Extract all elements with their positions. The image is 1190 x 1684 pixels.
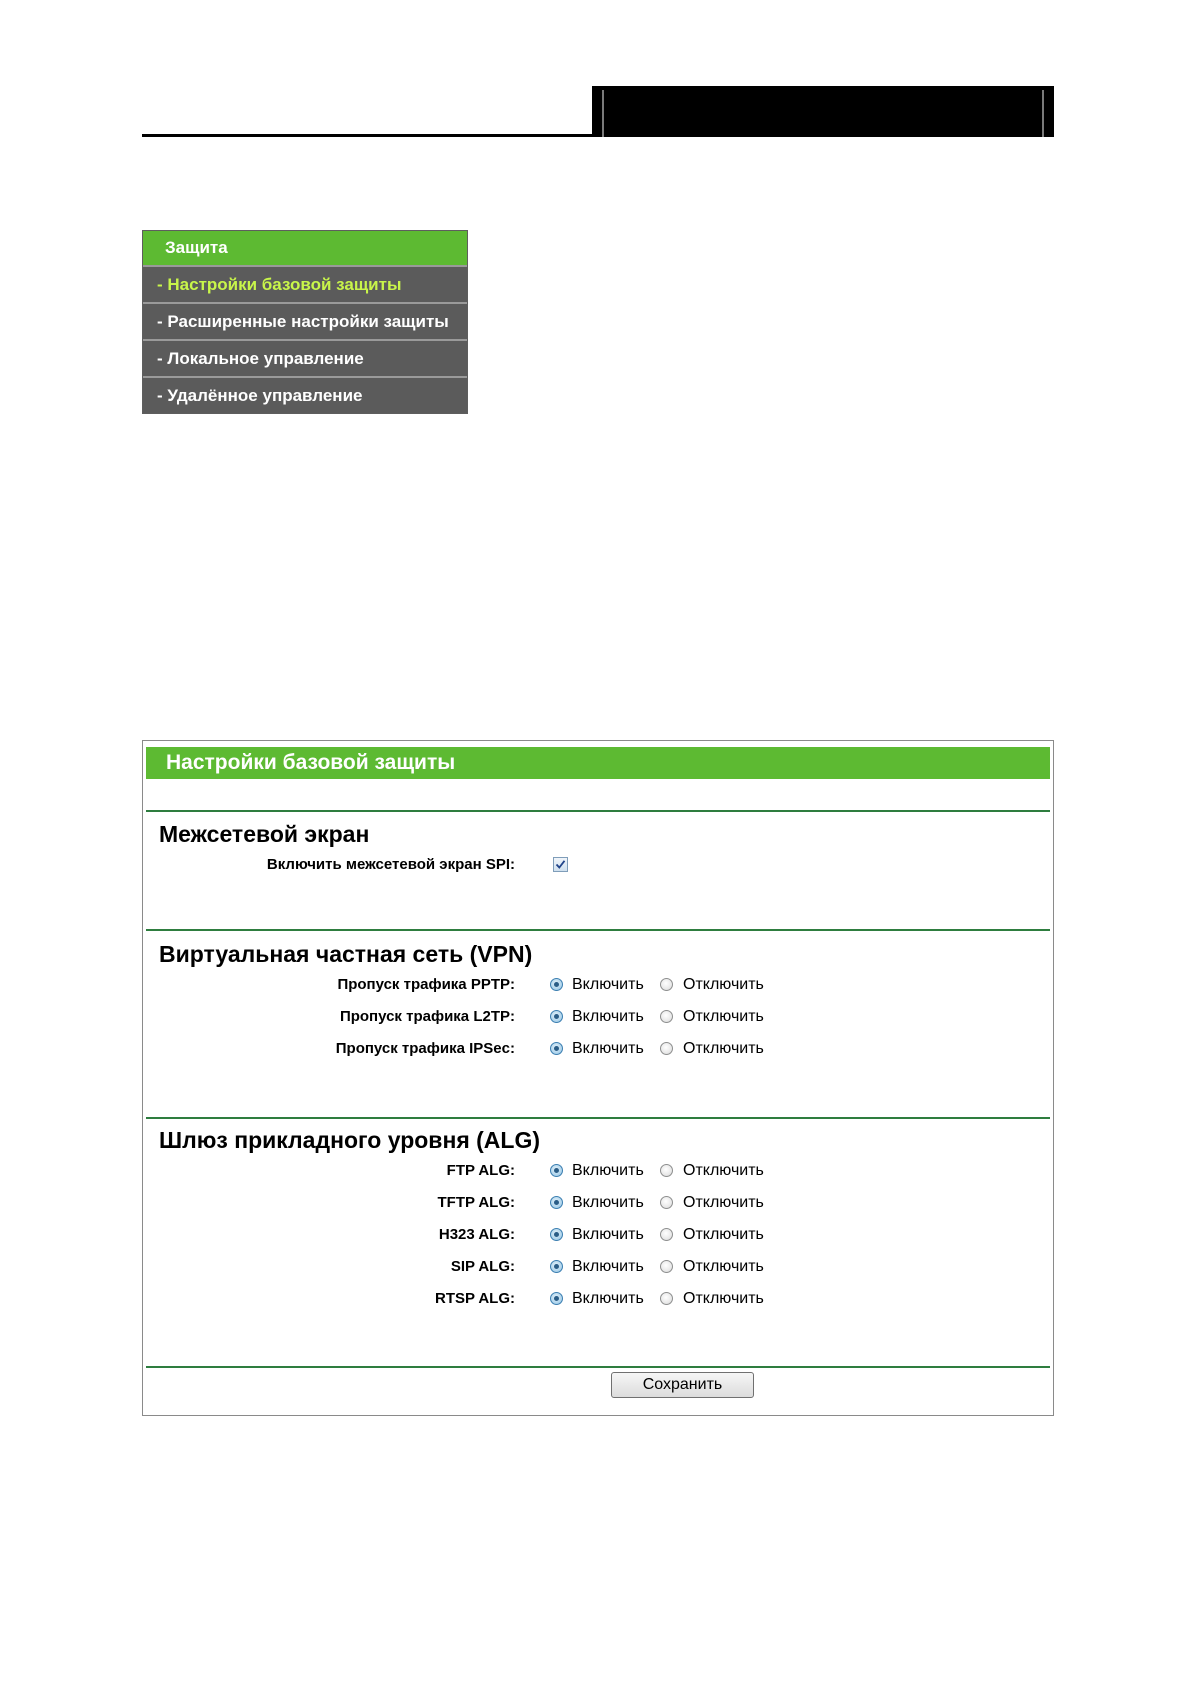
sip-alg-enable-radio[interactable] — [550, 1260, 563, 1273]
sip-alg-enable-label[interactable]: Включить — [572, 1258, 644, 1275]
rtsp-alg-disable-label[interactable]: Отключить — [683, 1290, 764, 1307]
vpn-section-title: Виртуальная частная сеть (VPN) — [159, 941, 533, 967]
tftp-alg-row — [143, 1191, 1043, 1215]
ftp-alg-disable-radio[interactable] — [660, 1164, 673, 1177]
separator — [146, 1366, 1050, 1368]
security-menu — [142, 230, 468, 414]
rtsp-alg-enable-radio[interactable] — [550, 1292, 563, 1305]
tftp-alg-disable-label[interactable]: Отключить — [683, 1194, 764, 1211]
h323-alg-disable-label[interactable]: Отключить — [683, 1226, 764, 1243]
menu-item-remote-management[interactable]: - Удалённое управление — [143, 376, 467, 413]
separator — [146, 929, 1050, 931]
h323-alg-row — [143, 1223, 1043, 1247]
rtsp-alg-disable-radio[interactable] — [660, 1292, 673, 1305]
basic-security-panel — [142, 740, 1054, 1416]
pptp-disable-label[interactable]: Отключить — [683, 976, 764, 993]
pptp-label: Пропуск трафика PPTP: — [337, 976, 515, 993]
l2tp-label: Пропуск трафика L2TP: — [339, 1008, 515, 1025]
rtsp-alg-row — [143, 1287, 1043, 1311]
spi-firewall-checkbox[interactable] — [553, 857, 568, 872]
pptp-row — [143, 973, 1043, 997]
ftp-alg-disable-label[interactable]: Отключить — [683, 1162, 764, 1179]
pptp-enable-label[interactable]: Включить — [572, 976, 644, 993]
separator — [146, 810, 1050, 812]
menu-item-basic-security[interactable]: - Настройки базовой защиты — [143, 265, 467, 302]
ipsec-disable-radio[interactable] — [660, 1042, 673, 1055]
sip-alg-disable-radio[interactable] — [660, 1260, 673, 1273]
ftp-alg-enable-label[interactable]: Включить — [572, 1162, 644, 1179]
ipsec-label: Пропуск трафика IPSec: — [335, 1040, 515, 1057]
spi-firewall-label: Включить межсетевой экран SPI: — [266, 856, 515, 873]
l2tp-enable-label[interactable]: Включить — [572, 1008, 644, 1025]
l2tp-disable-label[interactable]: Отключить — [683, 1008, 764, 1025]
h323-alg-disable-radio[interactable] — [660, 1228, 673, 1241]
ftp-alg-row — [143, 1159, 1043, 1183]
l2tp-row — [143, 1005, 1043, 1029]
pptp-disable-radio[interactable] — [660, 978, 673, 991]
ipsec-row — [143, 1037, 1043, 1061]
header-tab — [592, 86, 1054, 137]
h323-alg-enable-radio[interactable] — [550, 1228, 563, 1241]
ftp-alg-label: FTP ALG: — [446, 1162, 515, 1179]
menu-item-local-management[interactable]: - Локальное управление — [143, 339, 467, 376]
save-button[interactable]: Сохранить — [611, 1372, 754, 1398]
sip-alg-row — [143, 1255, 1043, 1279]
h323-alg-label: H323 ALG: — [438, 1226, 515, 1243]
tftp-alg-label: TFTP ALG: — [437, 1194, 515, 1211]
l2tp-disable-radio[interactable] — [660, 1010, 673, 1023]
ftp-alg-enable-radio[interactable] — [550, 1164, 563, 1177]
rtsp-alg-label: RTSP ALG: — [434, 1290, 515, 1307]
tftp-alg-enable-label[interactable]: Включить — [572, 1194, 644, 1211]
h323-alg-enable-label[interactable]: Включить — [572, 1226, 644, 1243]
panel-title: Настройки базовой защиты — [146, 747, 1050, 779]
pptp-enable-radio[interactable] — [550, 978, 563, 991]
ipsec-disable-label[interactable]: Отключить — [683, 1040, 764, 1057]
firewall-section-title: Межсетевой экран — [159, 821, 370, 847]
rtsp-alg-enable-label[interactable]: Включить — [572, 1290, 644, 1307]
tftp-alg-enable-radio[interactable] — [550, 1196, 563, 1209]
check-icon — [555, 859, 566, 870]
l2tp-enable-radio[interactable] — [550, 1010, 563, 1023]
separator — [146, 1117, 1050, 1119]
spi-firewall-row — [143, 853, 1043, 877]
alg-section-title: Шлюз прикладного уровня (ALG) — [159, 1127, 541, 1153]
tftp-alg-disable-radio[interactable] — [660, 1196, 673, 1209]
ipsec-enable-label[interactable]: Включить — [572, 1040, 644, 1057]
menu-title: Защита — [143, 231, 467, 265]
menu-item-advanced-security[interactable]: - Расширенные настройки защиты — [143, 302, 467, 339]
ipsec-enable-radio[interactable] — [550, 1042, 563, 1055]
sip-alg-label: SIP ALG: — [450, 1258, 515, 1275]
sip-alg-disable-label[interactable]: Отключить — [683, 1258, 764, 1275]
